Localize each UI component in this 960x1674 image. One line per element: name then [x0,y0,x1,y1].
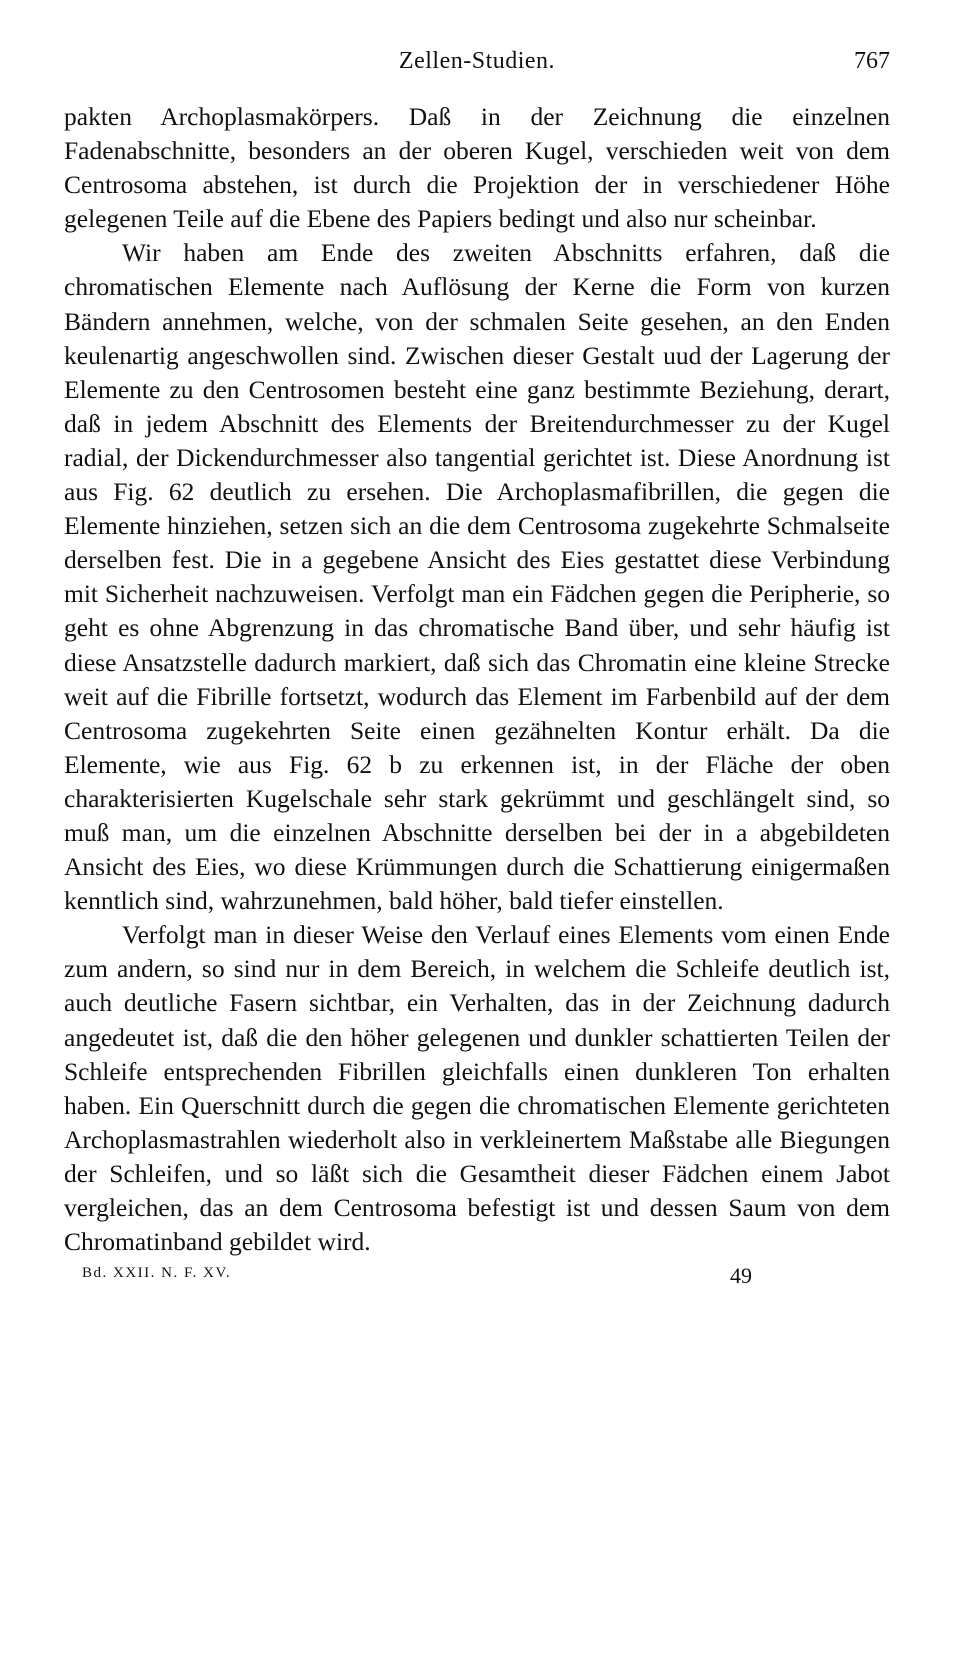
page-header [64,48,890,88]
paragraph-continued: pakten Archoplasmakörpers. Daß in der Zeichnung die einzelnen Fadenabschnitte, besonders an der oberen Kugel, verschieden weit von dem Centrosoma abstehen, ist durch die Projektion der in verschiedener Höhe gelegenen Teile auf die Ebene des Papiers bedingt und also nur scheinbar. [64,102,890,234]
body-text [64,100,890,1259]
sheet-number: 49 [730,1263,752,1289]
page [64,48,890,1293]
volume-signature: Bd. XXII. N. F. XV. [82,1265,232,1282]
running-title: Zellen-Studien. [398,48,556,74]
paragraph-element-course: Verfolgt man in dieser Weise den Verlauf eines Elements vom einen Ende zum andern, so sind nur in dem Bereich, in welchem die Schleife deutlich ist, auch deutliche Fasern sichtbar, ein Verhalten, das in der Zeichnung dadurch angedeutet ist, daß die den höher gelegenen und dunkler schattierten Teilen der Schleife entsprechenden Fibrillen gleichfalls einen dunkleren Ton erhalten haben. Ein Querschnitt durch die gegen die chromatischen Elemente gerichteten Archoplasmastrahlen wiederholt also in verkleinertem Maßstabe alle Biegungen der Schleifen, und so läßt sich die Gesamtheit dieser Fädchen einem Jabot vergleichen, das an dem Centrosoma befestigt ist und dessen Saum von dem Chromatinband gebildet wird. [64,920,890,1257]
page-number: 767 [854,48,890,74]
paragraph-chromatic-elements: Wir haben am Ende des zweiten Abschnitts erfahren, daß die chromatischen Elemente nach Auflösung der Kerne die Form von kurzen Bändern annehmen, welche, von der schmalen Seite gesehen, an den Enden keulenartig angeschwollen sind. Zwischen dieser Gestalt uud der Lagerung der Elemente zu den Centrosomen besteht eine ganz bestimmte Beziehung, derart, daß in jedem Abschnitt des Elements der Breitendurchmesser zu der Kugel radial, der Dickendurchmesser also tangential gerichtet ist. Diese Anordnung ist aus Fig. 62 deutlich zu ersehen. Die Archoplasmafibrillen, die gegen die Elemente hinziehen, setzen sich an die dem Centrosoma zugekehrte Schmalseite derselben fest. Die in a gegebene Ansicht des Eies gestattet diese Verbindung mit Sicherheit nachzuweisen. Verfolgt man ein Fädchen gegen die Peripherie, so geht es ohne Abgrenzung in das chromatische Band über, und sehr häufig ist diese Ansatzstelle dadurch markiert, daß sich das Chromatin eine kleine Strecke weit auf die Fibrille fortsetzt, wodurch das Element im Farbenbild auf der dem Centrosoma zugekehrten Seite einen gezähnelten Kontur erhält. Da die Elemente, wie aus Fig. 62 b zu erkennen ist, in der Fläche der oben charakterisierten Kugelschale sehr stark gekrümmt und geschlängelt sind, so muß man, um die einzelnen Abschnitte derselben bei der in a abgebildeten Ansicht des Eies, wo diese Krümmungen durch die Schattierung einigermaßen kenntlich sind, wahrzunehmen, bald höher, bald tiefer einstellen. [64,238,890,916]
page-footer [64,1263,890,1293]
